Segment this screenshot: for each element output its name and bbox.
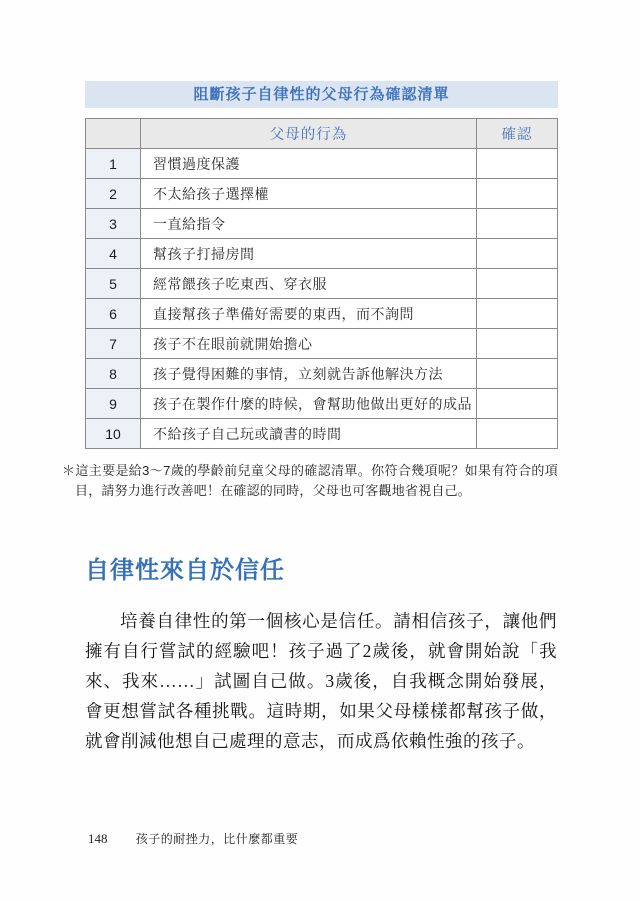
behavior-cell: 一直給指令	[141, 209, 477, 239]
behavior-cell: 孩子覺得困難的事情，立刻就告訴他解決方法	[141, 359, 477, 389]
behavior-cell: 直接幫孩子準備好需要的東西，而不詢問	[141, 299, 477, 329]
table-header-row	[86, 119, 558, 149]
table-row	[86, 209, 558, 239]
confirm-cell	[477, 299, 558, 329]
checklist-table	[85, 118, 558, 449]
table-row	[86, 269, 558, 299]
column-header-confirm: 確認	[477, 119, 558, 149]
behavior-cell: 經常餵孩子吃東西、穿衣服	[141, 269, 477, 299]
confirm-cell	[477, 149, 558, 179]
confirm-cell	[477, 419, 558, 449]
confirm-cell	[477, 359, 558, 389]
section-heading: 自律性來自於信任	[85, 558, 285, 584]
table-row	[86, 419, 558, 449]
behavior-cell: 不太給孩子選擇權	[141, 179, 477, 209]
row-number: 5	[86, 269, 141, 299]
row-number: 7	[86, 329, 141, 359]
row-number: 4	[86, 239, 141, 269]
checklist-title-bar	[85, 81, 558, 108]
checklist-title: 阻斷孩子自律性的父母行為確認清單	[193, 86, 450, 103]
column-header-index	[86, 119, 141, 149]
behavior-cell: 幫孩子打掃房間	[141, 239, 477, 269]
confirm-cell	[477, 269, 558, 299]
table-row	[86, 389, 558, 419]
row-number: 10	[86, 419, 141, 449]
table-row	[86, 329, 558, 359]
behavior-cell: 孩子在製作什麼的時候，會幫助他做出更好的成品	[141, 389, 477, 419]
confirm-cell	[477, 329, 558, 359]
row-number: 2	[86, 179, 141, 209]
page-number: 148	[88, 831, 108, 846]
row-number: 3	[86, 209, 141, 239]
table-footnote: ＊這主要是給3～7歲的學齡前兒童父母的確認清單。你符合幾項呢？如果有符合的項目，請努力進行改善吧！在確認的同時，父母也可客觀地省視自己。	[62, 463, 558, 498]
confirm-cell	[477, 179, 558, 209]
page-footer	[88, 830, 298, 847]
checklist-block	[62, 81, 558, 501]
column-header-behavior: 父母的行為	[141, 119, 477, 149]
running-title: 孩子的耐挫力，比什麼都重要	[135, 832, 299, 846]
table-row	[86, 149, 558, 179]
confirm-cell	[477, 389, 558, 419]
row-number: 6	[86, 299, 141, 329]
table-row	[86, 359, 558, 389]
behavior-cell: 不給孩子自己玩或讀書的時間	[141, 419, 477, 449]
row-number: 1	[86, 149, 141, 179]
confirm-cell	[477, 209, 558, 239]
table-row	[86, 299, 558, 329]
table-row	[86, 179, 558, 209]
row-number: 8	[86, 359, 141, 389]
confirm-cell	[477, 239, 558, 269]
behavior-cell: 習慣過度保護	[141, 149, 477, 179]
body-paragraph: 培養自律性的第一個核心是信任。請相信孩子，讓他們擁有自行嘗試的經驗吧！孩子過了2歲後，就會開始說「我來、我來……」試圖自己做。3歲後，自我概念開始發展，會更想嘗試各種挑戰。這時期，如果父母樣樣都幫孩子做，就會削減他想自己處理的意志，而成爲依賴性強的孩子。	[85, 611, 557, 751]
behavior-cell: 孩子不在眼前就開始擔心	[141, 329, 477, 359]
table-row	[86, 239, 558, 269]
row-number: 9	[86, 389, 141, 419]
